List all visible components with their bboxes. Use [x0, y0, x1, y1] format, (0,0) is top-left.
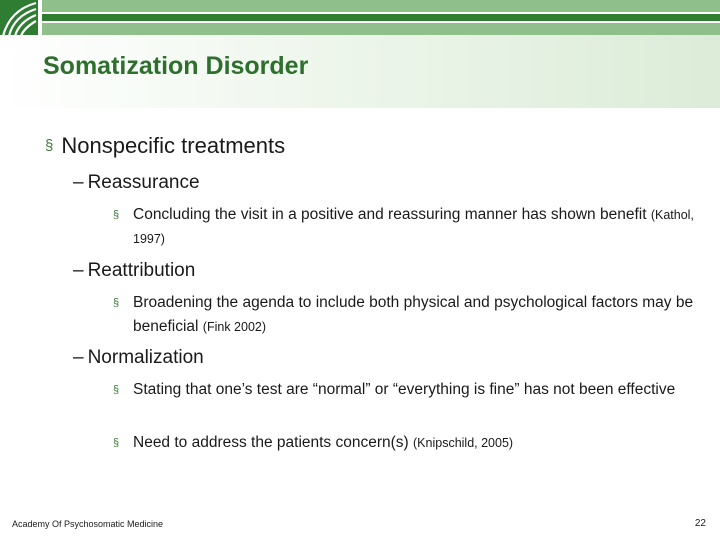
list-item: [113, 203, 698, 251]
item-text: Need to address the patients concern(s): [133, 434, 414, 451]
header-band-light-top: [42, 0, 720, 12]
subheading-reattribution: [73, 260, 195, 282]
logo-arcs-icon: [0, 0, 38, 38]
section-bullet-icon: §: [113, 297, 120, 309]
dash-glyph: –: [73, 260, 84, 281]
list-item: [113, 378, 698, 402]
subheading-text: Reattribution: [87, 260, 196, 281]
bullet-text: Nonspecific treatments: [61, 133, 286, 158]
slide-title: Somatization Disorder: [43, 52, 309, 80]
header-band-dark: [42, 14, 720, 21]
dash-glyph: –: [73, 172, 84, 193]
subheading-text: Normalization: [87, 347, 204, 368]
section-bullet-icon: §: [45, 137, 54, 154]
citation: (Fink 2002): [202, 320, 267, 334]
logo: [0, 0, 38, 38]
subheading-reassurance: [73, 172, 200, 194]
item-text: Broadening the agenda to include both physical and psychological factors may be beneficial: [133, 294, 694, 335]
dash-glyph: –: [73, 347, 84, 368]
citation: (Kathol, 1997): [133, 208, 694, 246]
subheading-text: Reassurance: [87, 172, 200, 193]
subheading-normalization: [73, 347, 204, 369]
page-number: 22: [694, 518, 706, 529]
list-item: [113, 431, 698, 455]
section-bullet-icon: §: [113, 209, 120, 221]
item-text: Concluding the visit in a positive and reassuring manner has shown benefit: [133, 206, 651, 223]
section-bullet-icon: §: [113, 437, 120, 449]
footer-organization: Academy Of Psychosomatic Medicine: [12, 519, 164, 529]
header-band-light-bottom: [42, 23, 720, 35]
section-bullet-icon: §: [113, 384, 120, 396]
list-item: [113, 291, 698, 339]
item-text: Stating that one’s test are “normal” or “everything is fine” has not been effective: [133, 381, 676, 398]
citation: (Knipschild, 2005): [413, 436, 514, 450]
bullet-nonspecific-treatments: [45, 133, 285, 159]
